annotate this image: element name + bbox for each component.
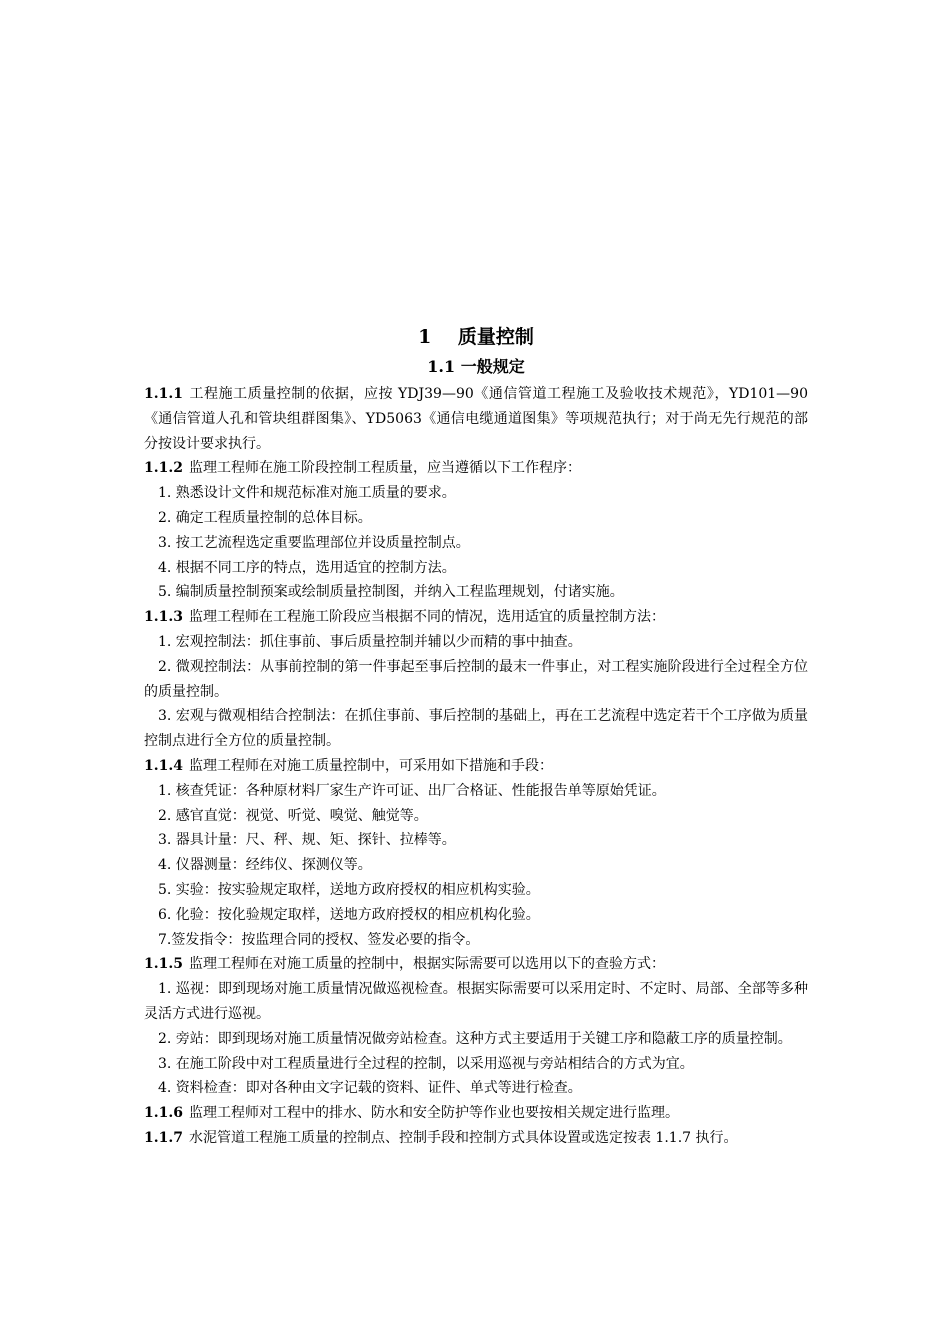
clause-number: 1.1.4 [144, 757, 183, 774]
clause-1-1-1 [144, 382, 808, 456]
clause-1-1-3 [144, 605, 808, 630]
clause-number: 1.1.5 [144, 956, 183, 973]
list-item: 4. 仪器测量：经纬仪、探测仪等。 [158, 857, 372, 874]
clause-text: 监理工程师在对施工质量的控制中，根据实际需要可以选用以下的查验方式： [188, 956, 665, 973]
list-item: 1. 熟悉设计文件和规范标准对施工质量的要求。 [158, 485, 456, 502]
list-item: 2. 确定工程质量控制的总体目标。 [158, 509, 372, 526]
clause-1-1-2 [144, 456, 808, 481]
list-item: 5. 实验：按实验规定取样，送地方政府授权的相应机构实验。 [158, 881, 540, 898]
clause-number: 1.1.7 [144, 1129, 183, 1146]
clause-1-1-6 [144, 1101, 808, 1126]
chapter-title: 1 质量控制 [418, 326, 534, 348]
list-item: 3. 在施工阶段中对工程质量进行全过程的控制，以采用巡视与旁站相结合的方式为宜。 [158, 1055, 694, 1072]
list-item: 3. 器具计量：尺、秤、规、矩、探针、拉棒等。 [158, 832, 456, 849]
section-title: 1.1 一般规定 [427, 357, 525, 376]
clause-text: 水泥管道工程施工质量的控制点、控制手段和控制方式具体设置或选定按表 1.1.7 执行。 [188, 1129, 738, 1146]
clause-number: 1.1.1 [144, 386, 183, 402]
list-item: 3. 按工艺流程选定重要监理部位并设质量控制点。 [158, 534, 470, 551]
clause-1-1-5 [144, 952, 808, 977]
clause-number: 1.1.6 [144, 1105, 183, 1122]
clause-text: 工程施工质量控制的依据，应按 YDJ39—90《通信管道工程施工及验收技术规范》，YD101—90《通信管道人孔和管块组群图集》、YD5063《通信电缆通道图集》等项规范执行；对于尚无先行规范的部分按设计要求执行。 [144, 386, 808, 452]
list-item: 3. 宏观与微观相结合控制法：在抓住事前、事后控制的基础上，再在工艺流程中选定若干个工序做为质量控制点进行全方位的质量控制。 [144, 708, 808, 750]
list-item: 1. 巡视：即到现场对施工质量情况做巡视检查。根据实际需要可以采用定时、不定时、局部、全部等多种灵活方式进行巡视。 [144, 981, 808, 1022]
clause-text: 监理工程师对工程中的排水、防水和安全防护等作业也要按相关规定进行监理。 [188, 1105, 679, 1122]
clause-number: 1.1.3 [144, 609, 183, 626]
document-content [144, 322, 808, 1151]
clause-text: 监理工程师在施工阶段控制工程质量，应当遵循以下工作程序： [188, 460, 581, 477]
clause-number: 1.1.2 [144, 460, 183, 477]
list-item: 1. 核查凭证：各种原材料厂家生产许可证、出厂合格证、性能报告单等原始凭证。 [158, 782, 666, 799]
list-item: 5. 编制质量控制预案或绘制质量控制图，并纳入工程监理规划，付诸实施。 [158, 584, 624, 601]
clause-1-1-4 [144, 754, 808, 779]
list-item: 1. 宏观控制法：抓住事前、事后质量控制并辅以少而精的事中抽查。 [158, 633, 582, 650]
list-item: 4. 资料检查：即对各种由文字记载的资料、证件、单式等进行检查。 [158, 1080, 582, 1097]
list-item: 2. 微观控制法：从事前控制的第一件事起至事后控制的最末一件事止，对工程实施阶段进行全过程全方位的质量控制。 [144, 658, 808, 700]
list-item: 6. 化验：按化验规定取样，送地方政府授权的相应机构化验。 [158, 906, 540, 923]
clause-1-1-7 [144, 1126, 808, 1151]
clause-text: 监理工程师在对施工质量控制中，可采用如下措施和手段： [188, 757, 553, 774]
list-item: 4. 根据不同工序的特点，选用适宜的控制方法。 [158, 559, 456, 576]
list-item: 2. 旁站：即到现场对施工质量情况做旁站检查。这种方式主要适用于关键工序和隐蔽工序的质量控制。 [158, 1030, 792, 1047]
clause-text: 监理工程师在工程施工阶段应当根据不同的情况，选用适宜的质量控制方法： [188, 609, 665, 626]
list-item: 2. 感官直觉：视觉、听觉、嗅觉、触觉等。 [158, 807, 428, 824]
list-item: 7.签发指令：按监理合同的授权、签发必要的指令。 [158, 931, 480, 948]
